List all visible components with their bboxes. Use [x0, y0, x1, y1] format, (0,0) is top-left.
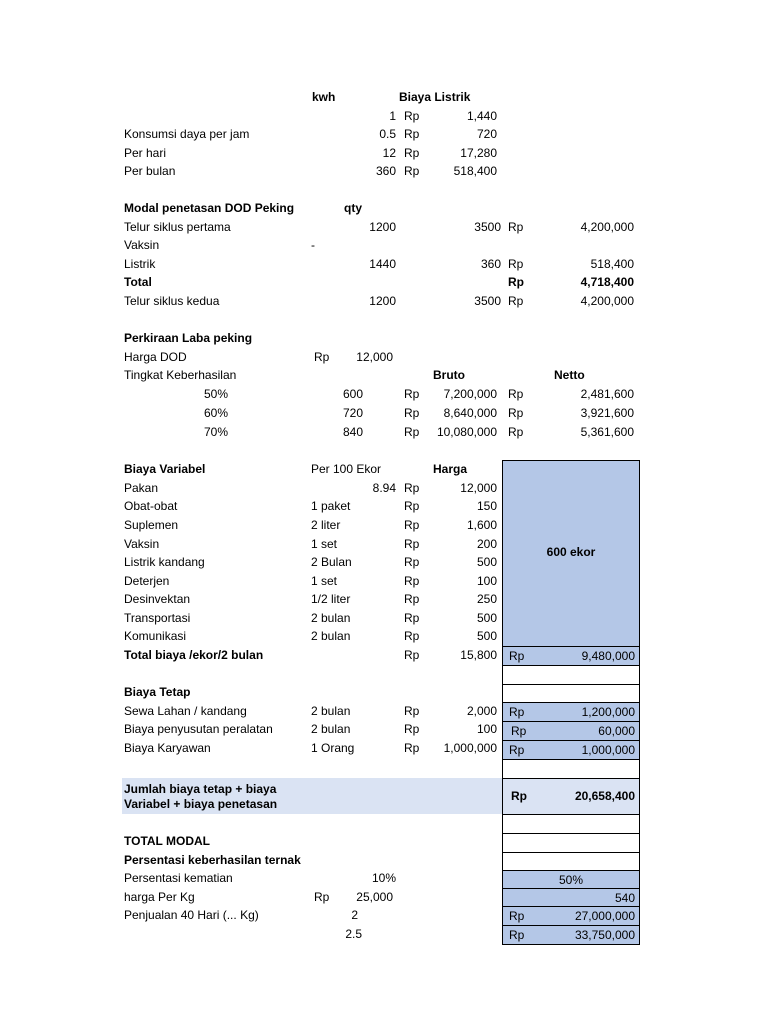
harga-value: 250 — [476, 592, 497, 606]
rp-label: Rp — [509, 705, 525, 719]
qty-value: 1200 — [369, 294, 396, 308]
kg-box — [502, 888, 640, 907]
rp-label: Rp — [508, 220, 524, 234]
qty-value: 1 set — [311, 537, 338, 551]
row-label: Telur siklus kedua — [124, 294, 220, 308]
tetap-title: Biaya Tetap — [124, 685, 191, 699]
harga-value: 150 — [476, 499, 497, 513]
rp-label: Rp — [508, 406, 524, 420]
ekor-value: 720 — [342, 406, 363, 420]
rp-label: Rp — [404, 127, 420, 141]
harga-dod-label: Harga DOD — [124, 350, 187, 364]
ekor-value: 600 — [342, 387, 363, 401]
rp-label: Rp — [404, 406, 420, 420]
rp-label: Rp — [508, 425, 524, 439]
qty-value: 1/2 liter — [311, 592, 351, 606]
total-value: 518,400 — [590, 257, 634, 271]
tetap-total-box — [502, 721, 640, 741]
harga-value: 3500 — [474, 220, 501, 234]
harga-value: 500 — [476, 629, 497, 643]
rp-label: Rp — [404, 611, 420, 625]
rp-label: Rp — [404, 574, 420, 588]
empty-cell — [502, 852, 640, 871]
bruto-value: 8,640,000 — [443, 406, 497, 420]
rp-label: Rp — [404, 648, 420, 662]
ekor-box — [502, 460, 640, 647]
penjualan-box-value: 27,000,000 — [574, 909, 635, 923]
qty-value: 2 bulan — [311, 611, 351, 625]
persentasi-ternak-label: Persentasi keberhasilan ternak — [124, 853, 301, 867]
rp-label: Rp — [404, 146, 420, 160]
header-harga: Harga — [433, 462, 468, 476]
total-value: 4,718,400 — [580, 275, 634, 289]
harga-value: 100 — [476, 574, 497, 588]
empty-cell — [502, 684, 640, 704]
rp-label: Rp — [508, 257, 524, 271]
harga-kg-rp: Rp — [314, 890, 330, 904]
total-harga-value: 15,800 — [460, 648, 497, 662]
rp-label: Rp — [404, 555, 420, 569]
row-label: Listrik — [124, 257, 156, 271]
header-biaya-listrik: Biaya Listrik — [399, 90, 471, 104]
rp-label: Rp — [509, 909, 525, 923]
total-value: 4,200,000 — [580, 294, 634, 308]
harga-kg-label: harga Per Kg — [124, 890, 195, 904]
tetap-total-value: 1,200,000 — [581, 705, 635, 719]
variabel-total-box — [502, 646, 640, 666]
row-label: Pakan — [124, 481, 159, 495]
rp-label: Rp — [511, 789, 527, 803]
penjualan-label: Penjualan 40 Hari (... Kg) — [124, 908, 259, 922]
rp-label: Rp — [511, 724, 527, 738]
row-label: Komunikasi — [124, 629, 187, 643]
harga-value: 500 — [476, 611, 497, 625]
total-value: 4,200,000 — [580, 220, 634, 234]
pct-box-value: 50% — [558, 873, 584, 887]
rp-label: Rp — [404, 722, 420, 736]
biaya-value: 1,440 — [466, 109, 497, 123]
row-label: Total — [124, 275, 152, 289]
empty-cell — [502, 814, 640, 834]
harga-value: 100 — [476, 722, 497, 736]
header-bruto: Bruto — [433, 368, 465, 382]
tetap-total-box — [502, 702, 640, 722]
harga-value: 12,000 — [460, 481, 497, 495]
empty-cell — [502, 833, 640, 853]
rp-label: Rp — [404, 425, 420, 439]
kwh-value: 360 — [375, 164, 396, 178]
kwh-value: 1 — [389, 109, 396, 123]
bruto-value: 10,080,000 — [436, 425, 497, 439]
qty-value: 2 liter — [311, 518, 341, 532]
rp-label: Rp — [404, 387, 420, 401]
jumlah-line1: Jumlah biaya tetap + biaya — [124, 782, 277, 796]
qty-value: 2 bulan — [311, 704, 351, 718]
qty-value: - — [311, 238, 315, 252]
row-label: Obat-obat — [124, 499, 178, 513]
empty-cell — [502, 759, 640, 779]
netto-value: 2,481,600 — [580, 387, 634, 401]
row-label: Desinvektan — [124, 592, 191, 606]
row-label: Telur siklus pertama — [124, 220, 231, 234]
variabel-title: Biaya Variabel — [124, 462, 206, 476]
qty-value: 2 Bulan — [311, 555, 352, 569]
rp-label: Rp — [508, 387, 524, 401]
empty-cell — [502, 665, 640, 685]
value-2-5: 2.5 — [345, 927, 362, 941]
jumlah-line2: Variabel + biaya penetasan — [124, 797, 278, 811]
rp-label: Rp — [404, 537, 420, 551]
harga-value: 1,000,000 — [443, 741, 497, 755]
row-label: Transportasi — [124, 611, 191, 625]
qty-value: 1 paket — [311, 499, 351, 513]
qty-value: 2 bulan — [311, 629, 351, 643]
biaya-value: 720 — [476, 127, 497, 141]
harga-kg-value: 25,000 — [356, 890, 393, 904]
rp-label: Rp — [508, 275, 524, 289]
tetap-total-value: 60,000 — [598, 724, 635, 738]
rp-label: Rp — [509, 928, 525, 942]
rp-label: Rp — [404, 741, 420, 755]
penjualan-box — [502, 906, 640, 926]
row-label: Biaya Karyawan — [124, 741, 211, 755]
row-label: Deterjen — [124, 574, 170, 588]
netto-value: 3,921,600 — [580, 406, 634, 420]
harga-value: 500 — [476, 555, 497, 569]
total-label: Total biaya /ekor/2 bulan — [124, 648, 264, 662]
row-label: Konsumsi daya per jam — [124, 127, 250, 141]
laba-title: Perkiraan Laba peking — [124, 331, 253, 345]
bruto-value: 7,200,000 — [443, 387, 497, 401]
header-kwh: kwh — [312, 90, 336, 104]
pct-box — [502, 870, 640, 889]
harga-value: 2,000 — [466, 704, 497, 718]
pct-value: 50% — [203, 387, 228, 401]
harga-value: 360 — [480, 257, 501, 271]
jumlah-total-value: 20,658,400 — [574, 789, 635, 803]
row-label: Per hari — [124, 146, 167, 160]
qty-value: 1440 — [369, 257, 396, 271]
kwh-value: 0.5 — [379, 127, 396, 141]
rp-label: Rp — [509, 649, 525, 663]
tingkat-label: Tingkat Keberhasilan — [124, 368, 237, 382]
header-qty: qty — [344, 201, 362, 215]
penjualan-value: 2 — [351, 908, 358, 922]
rp-label: Rp — [404, 704, 420, 718]
qty-value: 8.94 — [372, 481, 396, 495]
harga-value: 200 — [476, 537, 497, 551]
rp-label: Rp — [404, 499, 420, 513]
pct-value: 60% — [203, 406, 228, 420]
header-netto: Netto — [554, 368, 585, 382]
qty-value: 1 Orang — [311, 741, 355, 755]
kwh-value: 12 — [382, 146, 396, 160]
rp-label: Rp — [404, 164, 420, 178]
ekor-value: 840 — [342, 425, 363, 439]
final-box — [502, 925, 640, 945]
kematian-value: 10% — [371, 871, 396, 885]
total-modal-label: TOTAL MODAL — [124, 834, 210, 848]
row-label: Suplemen — [124, 518, 179, 532]
qty-value: 2 bulan — [311, 722, 351, 736]
row-label: Per bulan — [124, 164, 176, 178]
netto-value: 5,361,600 — [580, 425, 634, 439]
rp-label: Rp — [404, 109, 420, 123]
rp-label: Rp — [404, 629, 420, 643]
rp-label: Rp — [404, 481, 420, 495]
tetap-total-value: 1,000,000 — [581, 743, 635, 757]
rp-label: Rp — [404, 518, 420, 532]
row-label: Biaya penyusutan peralatan — [124, 722, 273, 736]
harga-value: 3500 — [474, 294, 501, 308]
kg-box-value: 540 — [614, 891, 635, 905]
header-per-100-ekor: Per 100 Ekor — [311, 462, 382, 476]
pct-value: 70% — [203, 425, 228, 439]
row-label: Listrik kandang — [124, 555, 205, 569]
jumlah-total-box — [502, 778, 640, 815]
row-label: Sewa Lahan / kandang — [124, 704, 247, 718]
qty-value: 1 set — [311, 574, 338, 588]
row-label: Vaksin — [124, 537, 160, 551]
kematian-label: Persentasi kematian — [124, 871, 233, 885]
jumlah-band — [122, 778, 502, 814]
ekor-box-label: 600 ekor — [546, 545, 596, 559]
harga-dod-value: 12,000 — [356, 350, 393, 364]
row-label: Vaksin — [124, 238, 160, 252]
rp-label: Rp — [404, 592, 420, 606]
biaya-value: 518,400 — [453, 164, 497, 178]
modal-title: Modal penetasan DOD Peking — [124, 201, 295, 215]
rp-label: Rp — [508, 294, 524, 308]
variabel-total-value: 9,480,000 — [581, 649, 635, 663]
final-box-value: 33,750,000 — [574, 928, 635, 942]
harga-value: 1,600 — [466, 518, 497, 532]
biaya-value: 17,280 — [460, 146, 497, 160]
qty-value: 1200 — [369, 220, 396, 234]
tetap-total-box — [502, 740, 640, 760]
harga-dod-rp: Rp — [314, 350, 330, 364]
rp-label: Rp — [509, 743, 525, 757]
